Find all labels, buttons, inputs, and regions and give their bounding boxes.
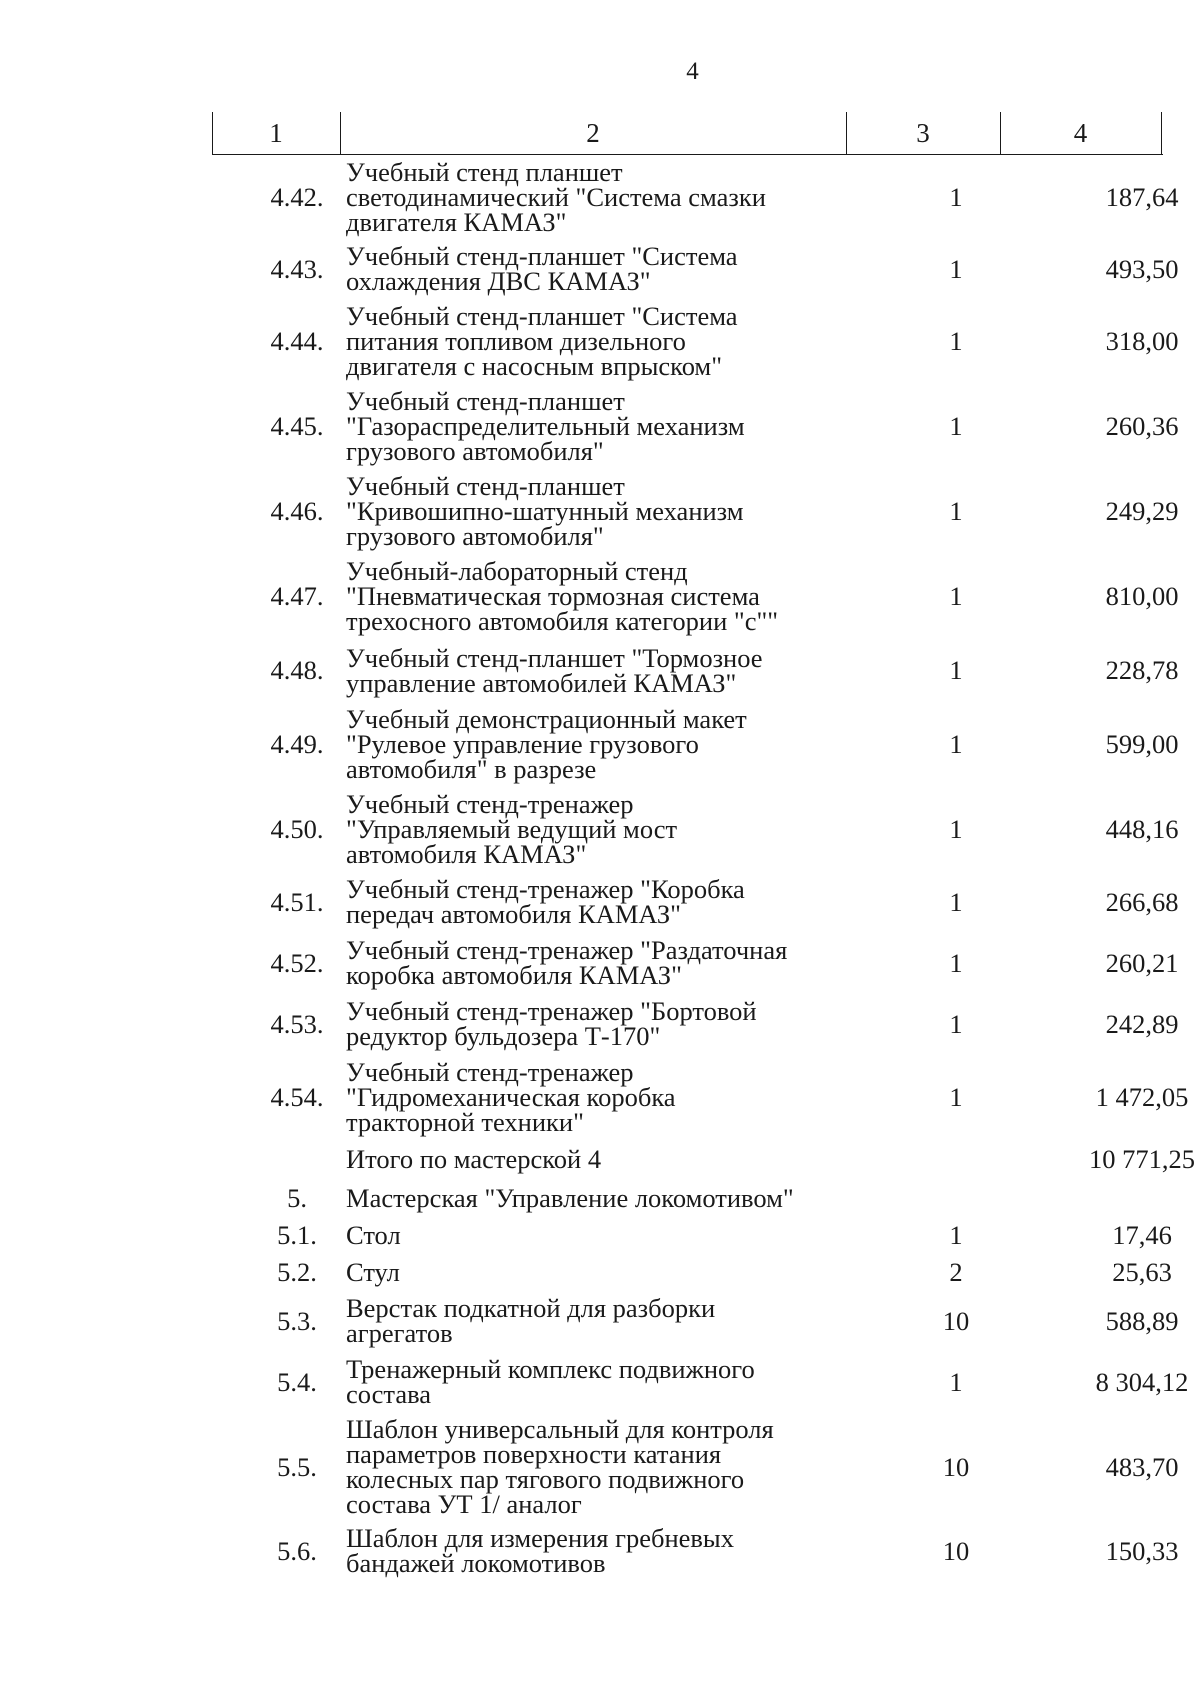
item-name: Учебный стенд-планшет "Кривошипно-шатунный механизм грузового автомобиля" xyxy=(346,471,744,551)
table-row xyxy=(0,299,1200,384)
section-row xyxy=(0,1179,1200,1217)
item-price: 483,70 xyxy=(1105,1451,1179,1482)
item-number: 4.50. xyxy=(270,814,324,844)
table-row xyxy=(0,1217,1200,1254)
table-row xyxy=(0,872,1200,932)
item-quantity: 1 xyxy=(949,655,963,685)
item-number: 4.49. xyxy=(270,729,324,759)
column-header-4: 4 xyxy=(1073,118,1088,148)
table-row xyxy=(0,156,1200,239)
column-header-2: 2 xyxy=(586,118,600,148)
item-number: 5.1. xyxy=(277,1220,317,1250)
item-name: Стол xyxy=(346,1220,401,1250)
item-quantity: 10 xyxy=(942,1451,970,1482)
subtotal-label: Итого по мастерской 4 xyxy=(346,1144,602,1174)
item-number: 4.48. xyxy=(270,655,324,685)
item-number: 4.51. xyxy=(270,886,324,917)
item-quantity: 1 xyxy=(949,1220,963,1250)
table-row xyxy=(0,932,1200,994)
item-number: 5.6. xyxy=(277,1535,317,1566)
item-price: 318,00 xyxy=(1105,326,1179,356)
item-number: 4.44. xyxy=(270,326,324,356)
item-name: Шаблон универсальный для контроля параметров поверхности катания колесных пар тягового подвижного состава УТ 1/ аналог xyxy=(346,1414,774,1519)
table-row xyxy=(0,994,1200,1054)
item-name: Учебный стенд-тренажер "Бортовой редуктор бульдозера Т-170" xyxy=(346,996,757,1051)
item-quantity: 1 xyxy=(949,1081,963,1112)
item-name: Учебный стенд-тренажер "Гидромеханическая коробка тракторной техники" xyxy=(346,1056,676,1137)
item-number: 5.2. xyxy=(277,1257,317,1287)
item-quantity: 1 xyxy=(949,1008,963,1039)
item-number: 4.52. xyxy=(270,947,324,978)
item-name: Верстак подкатной для разборки агрегатов xyxy=(346,1293,716,1348)
item-quantity: 10 xyxy=(942,1535,970,1566)
item-number: 4.43. xyxy=(270,253,324,284)
item-quantity: 1 xyxy=(949,411,963,441)
item-quantity: 1 xyxy=(949,886,963,917)
item-price: 150,33 xyxy=(1105,1535,1179,1566)
item-number: 4.46. xyxy=(270,496,324,526)
item-quantity: 1 xyxy=(949,496,963,526)
item-price: 588,89 xyxy=(1105,1305,1179,1336)
item-name: Учебный демонстрационный макет "Рулевое управление грузового автомобиля" в разрезе xyxy=(346,704,747,784)
column-header-1: 1 xyxy=(269,118,283,148)
item-price: 242,89 xyxy=(1105,1008,1179,1039)
item-quantity: 1 xyxy=(949,814,963,844)
item-price: 8 304,12 xyxy=(1095,1366,1189,1397)
table-row xyxy=(0,1054,1200,1140)
table-body xyxy=(0,156,1200,1581)
table-row xyxy=(0,787,1200,872)
table-row xyxy=(0,702,1200,787)
table-row xyxy=(0,1291,1200,1351)
page-number: 4 xyxy=(686,58,699,85)
table-row xyxy=(0,469,1200,554)
item-number: 4.47. xyxy=(270,581,324,611)
item-price: 810,00 xyxy=(1105,581,1179,611)
table-row xyxy=(0,1521,1200,1581)
item-quantity: 1 xyxy=(949,1366,963,1397)
item-quantity: 1 xyxy=(949,326,963,356)
item-price: 599,00 xyxy=(1105,729,1179,759)
item-price: 266,68 xyxy=(1105,886,1179,917)
table-row xyxy=(0,1413,1200,1521)
item-name: Стул xyxy=(346,1257,400,1287)
item-name: Тренажерный комплекс подвижного состава xyxy=(346,1354,755,1409)
column-divider xyxy=(1161,112,1162,154)
item-number: 4.42. xyxy=(270,182,324,212)
item-name: Учебный стенд-планшет "Тормозное управление автомобилей КАМАЗ" xyxy=(346,642,763,698)
subtotal-value: 10 771,25 xyxy=(1089,1144,1195,1174)
item-number: 5.4. xyxy=(277,1366,317,1397)
table-row xyxy=(0,1254,1200,1291)
item-name: Учебный-лабораторный стенд "Пневматическая тормозная система трехосного автомобиля категории "с"" xyxy=(346,556,779,636)
table-row xyxy=(0,639,1200,702)
item-number: 4.54. xyxy=(270,1081,324,1112)
subtotal-row xyxy=(0,1140,1200,1179)
item-name: Учебный стенд-тренажер "Управляемый ведущий мост автомобиля КАМАЗ" xyxy=(346,789,678,869)
item-quantity: 1 xyxy=(949,581,963,611)
item-quantity: 10 xyxy=(942,1305,970,1336)
item-quantity: 1 xyxy=(949,947,963,978)
item-price: 228,78 xyxy=(1105,655,1179,685)
table-header xyxy=(212,112,1163,155)
column-header-3: 3 xyxy=(916,118,930,148)
item-quantity: 1 xyxy=(949,729,963,759)
table-row xyxy=(0,1351,1200,1413)
table-row xyxy=(0,384,1200,469)
item-price: 1 472,05 xyxy=(1095,1081,1189,1112)
item-name: Учебный стенд-планшет "Газораспределительный механизм грузового автомобиля" xyxy=(346,386,745,466)
section-number: 5. xyxy=(287,1182,307,1213)
item-quantity: 2 xyxy=(949,1257,963,1287)
item-price: 260,21 xyxy=(1105,947,1179,978)
item-name: Учебный стенд-планшет "Система питания топливом дизельного двигателя с насосным впрыском" xyxy=(346,301,738,381)
item-quantity: 1 xyxy=(949,182,963,212)
section-title: Мастерская "Управление локомотивом" xyxy=(346,1182,794,1213)
item-price: 249,29 xyxy=(1105,496,1179,526)
item-price: 493,50 xyxy=(1105,253,1179,284)
item-price: 25,63 xyxy=(1112,1257,1172,1287)
item-name: Учебный стенд планшет светодинамический "Система смазки двигателя КАМАЗ" xyxy=(346,157,766,237)
item-number: 4.53. xyxy=(270,1008,324,1039)
item-quantity: 1 xyxy=(949,253,963,284)
item-name: Учебный стенд-планшет "Система охлаждения ДВС КАМАЗ" xyxy=(346,241,738,296)
item-number: 5.5. xyxy=(277,1451,317,1482)
item-price: 17,46 xyxy=(1112,1220,1172,1250)
item-number: 4.45. xyxy=(270,411,324,441)
item-name: Шаблон для измерения гребневых бандажей локомотивов xyxy=(346,1523,734,1578)
item-price: 187,64 xyxy=(1105,182,1179,212)
item-name: Учебный стенд-тренажер "Коробка передач автомобиля КАМАЗ" xyxy=(346,874,745,929)
table-row xyxy=(0,554,1200,639)
item-price: 448,16 xyxy=(1105,814,1179,844)
item-number: 5.3. xyxy=(277,1305,317,1336)
table-row xyxy=(0,239,1200,299)
item-name: Учебный стенд-тренажер "Раздаточная коробка автомобиля КАМАЗ" xyxy=(346,935,788,990)
item-price: 260,36 xyxy=(1105,411,1179,441)
